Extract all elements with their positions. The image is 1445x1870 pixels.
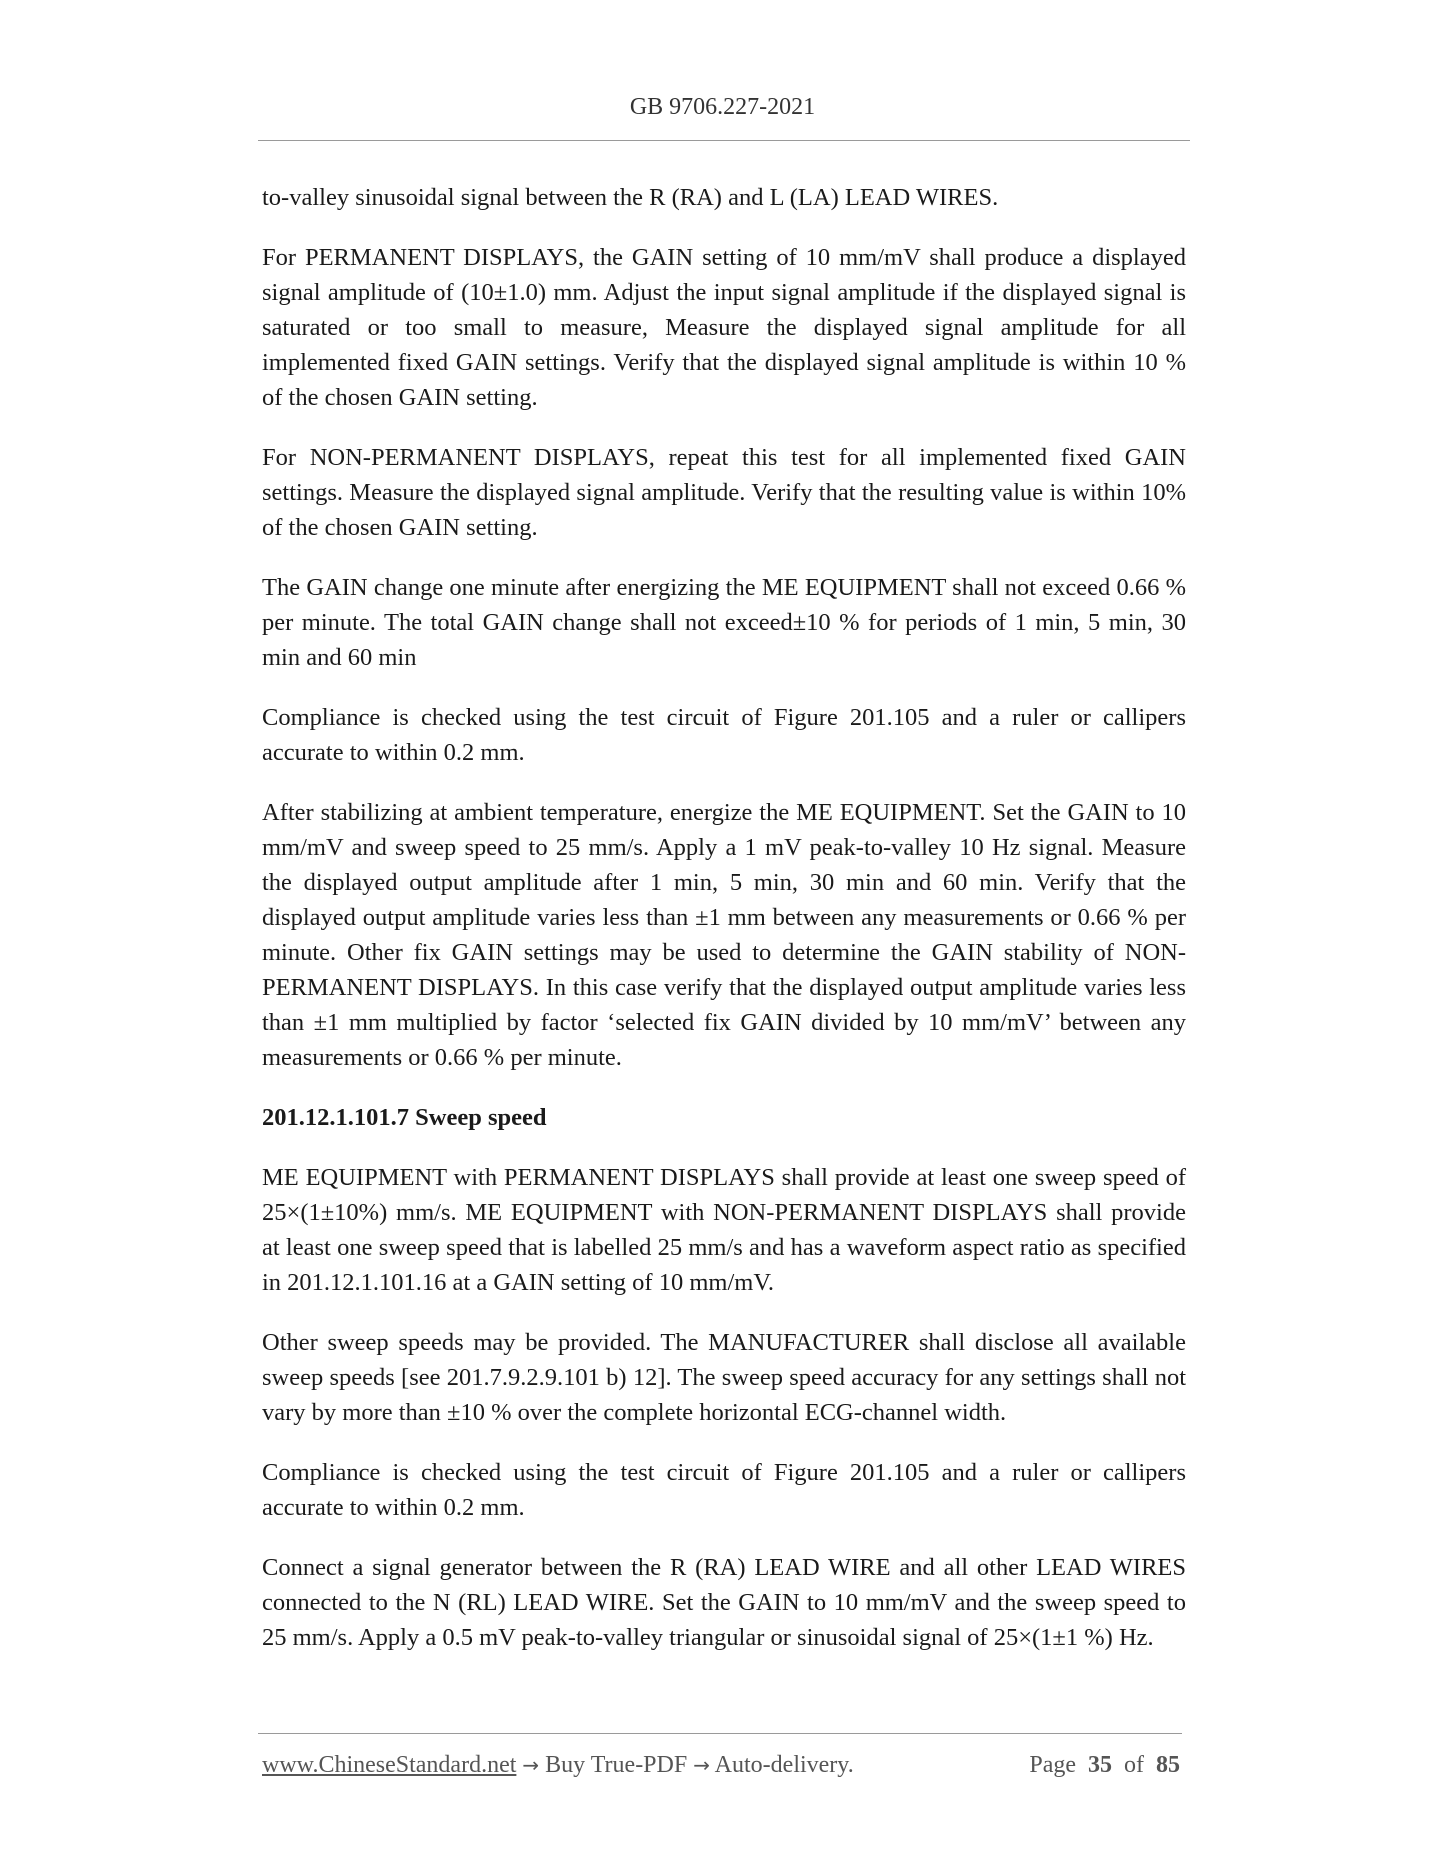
chinesestandard-link[interactable]: www.ChineseStandard.net [262,1752,517,1778]
paragraph: ME EQUIPMENT with PERMANENT DISPLAYS shall provide at least one sweep speed of 25×(1±10%) mm/s. ME EQUIPMENT with NON-PERMANENT DISPLAYS shall provide at least one sweep speed that is labelled 25 mm/s and has a waveform aspect ratio as specified in 201.12.1.101.16 at a GAIN setting of 10 mm/mV. [262,1164,1186,1296]
paragraph: After stabilizing at ambient temperature, energize the ME EQUIPMENT. Set the GAIN to 10 mm/mV and sweep speed to 25 mm/s. Apply a 1 mV peak-to-valley 10 Hz signal. Measure the displayed output amplitude after 1 min, 5 min, 30 min and 60 min. Verify that the displayed output amplitude varies less than ±1 mm between any measurements or 0.66 % per minute. Other fix GAIN settings may be used to determine the GAIN stability of NON-PERMANENT DISPLAYS. In this case verify that the displayed output amplitude varies less than ±1 mm multiplied by factor ‘selected fix GAIN divided by 10 mm/mV’ between any measurements or 0.66 % per minute. [262,799,1186,1071]
auto-delivery-text: Auto-delivery. [714,1752,854,1778]
total-pages: 85 [1156,1752,1180,1778]
paragraph: For PERMANENT DISPLAYS, the GAIN setting of 10 mm/mV shall produce a displayed signal amplitude of (10±1.0) mm. Adjust the input signal amplitude if the displayed signal is saturated or too small to measure, Measure the displayed signal amplitude for all implemented fixed GAIN settings. Verify that the displayed signal amplitude is within 10 % of the chosen GAIN setting. [262,244,1186,411]
page-label: Page [1029,1752,1076,1778]
page-footer [262,1752,1180,1786]
document-body [262,180,1186,1680]
paragraph: Connect a signal generator between the R (RA) LEAD WIRE and all other LEAD WIRES connected to the N (RL) LEAD WIRE. Set the GAIN to 10 mm/mV and the sweep speed to 25 mm/s. Apply a 0.5 mV peak-to-valley triangular or sinusoidal signal of 25×(1±1 %) Hz. [262,1554,1186,1651]
footer-divider [258,1733,1182,1734]
current-page-number: 35 [1088,1752,1112,1778]
paragraph: Compliance is checked using the test circuit of Figure 201.105 and a ruler or callipers accurate to within 0.2 mm. [262,1459,1186,1521]
right-arrow-icon: → [693,1753,710,1777]
of-label: of [1124,1752,1144,1778]
paragraph: to-valley sinusoidal signal between the R (RA) and L (LA) LEAD WIRES. [262,184,999,211]
page-indicator [1029,1752,1180,1779]
section-heading: 201.12.1.101.7 Sweep speed [262,1104,547,1131]
paragraph: The GAIN change one minute after energizing the ME EQUIPMENT shall not exceed 0.66 % per minute. The total GAIN change shall not exceed±10 % for periods of 1 min, 5 min, 30 min and 60 min [262,574,1186,671]
footer-promo [262,1752,854,1779]
document-header-title: GB 9706.227-2021 [629,94,816,120]
buy-true-pdf-text: Buy True-PDF [545,1752,688,1778]
header-divider [258,140,1190,141]
paragraph: Compliance is checked using the test circuit of Figure 201.105 and a ruler or callipers accurate to within 0.2 mm. [262,704,1186,766]
right-arrow-icon: → [522,1753,540,1777]
paragraph: For NON-PERMANENT DISPLAYS, repeat this test for all implemented fixed GAIN settings. Measure the displayed signal amplitude. Verify that the resulting value is within 10% of the chosen GAIN setting. [262,444,1186,541]
paragraph: Other sweep speeds may be provided. The MANUFACTURER shall disclose all available sweep speeds [see 201.7.9.2.9.101 b) 12]. The sweep speed accuracy for any settings shall not vary by more than ±10 % over the complete horizontal ECG-channel width. [262,1329,1186,1426]
